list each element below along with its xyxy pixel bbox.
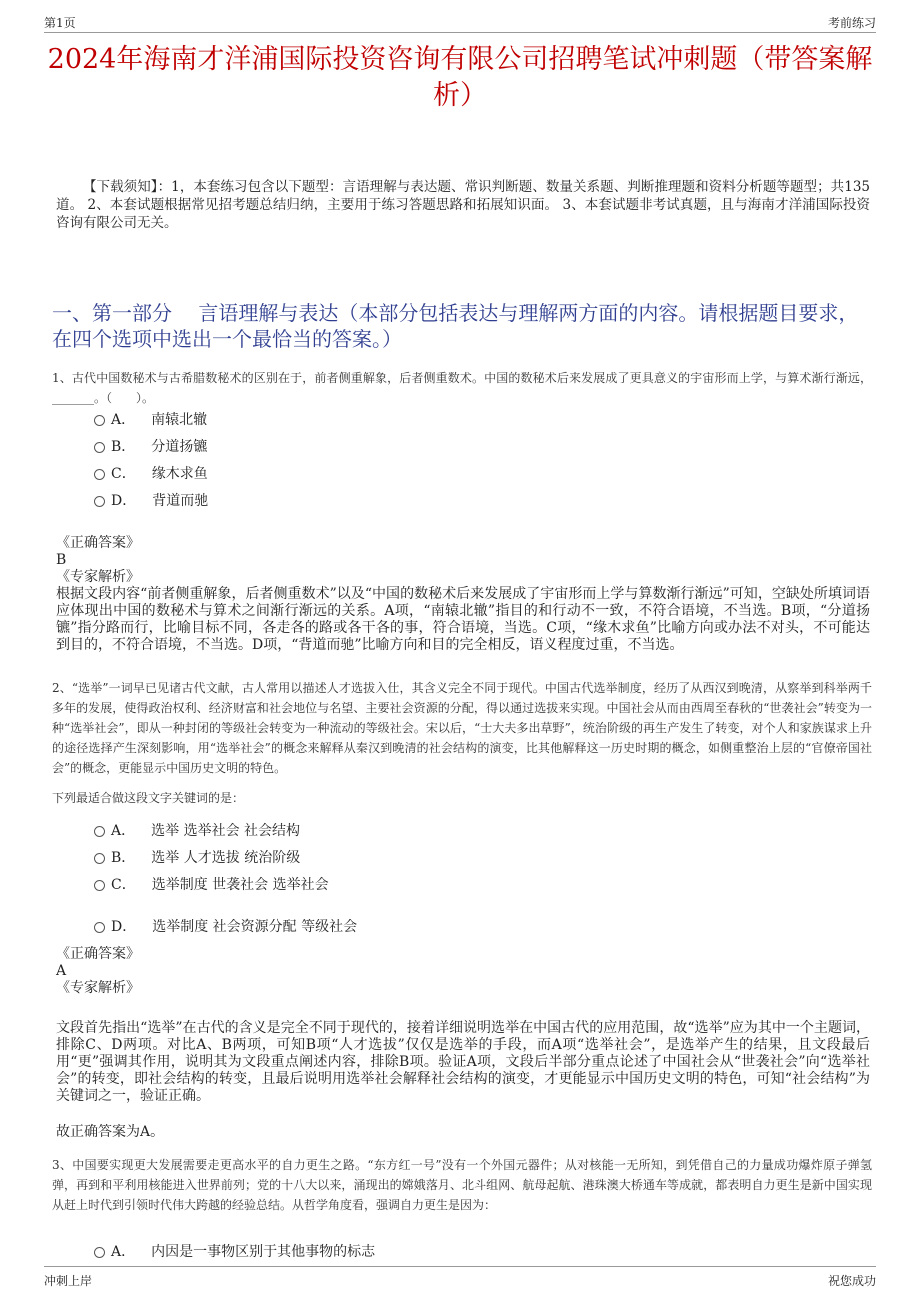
option-d[interactable]: D． 选举制度 社会资源分配 等级社会 (94, 917, 357, 944)
page-number: 第1页 (44, 16, 76, 30)
radio-icon[interactable] (94, 853, 105, 864)
question-1-answer-block (56, 535, 870, 654)
analysis-label: 《专家解析》 (56, 980, 140, 996)
option-c[interactable]: C． 选举制度 世袭社会 选举社会 (94, 875, 357, 917)
answer-value: A (56, 963, 67, 979)
download-notice: 【下载须知】：1，本套练习包含以下题型：言语理解与表达题、常识判断题、数量关系题、判断推理题和资料分析题等题型；共135道。 2、本套试题根据常见招考题总结归纳，主要用于练习答题思路和拓展知识面。 3、本套试题非考试真题，且与海南才洋浦国际投资咨询有限公司无关。 (56, 179, 870, 231)
question-2-options (94, 821, 357, 944)
radio-icon[interactable] (94, 415, 105, 426)
radio-icon[interactable] (94, 496, 105, 507)
answer-label: 《正确答案》 (56, 946, 140, 962)
radio-icon[interactable] (94, 880, 105, 891)
radio-icon[interactable] (94, 922, 105, 933)
radio-icon[interactable] (94, 826, 105, 837)
option-c[interactable]: C． 缘木求鱼 (94, 464, 208, 491)
question-3-stem: 3、中国要实现更大发展需要走更高水平的自力更生之路。“东方红一号”没有一个外国元器件；从对核能一无所知，到凭借自己的力量成功爆炸原子弹氢弹，再到和平利用核能进入世界前列；党的十八大以来，涌现出的嫦娥落月、北斗组网、航母起航、港珠澳大桥通车等成就，都表明自力更生是新中国实现从赶上时代到引领时代伟大跨越的经验总结。从哲学角度看，强调自力更生是因为： (52, 1158, 872, 1212)
header-tag: 考前练习 (827, 16, 876, 30)
question-2-prompt: 下列最适合做这段文字关键词的是： (52, 791, 245, 805)
analysis-text: 根据文段内容“前者侧重解象，后者侧重数术”以及“中国的数秘术后来发展成了宇宙形而上学与算数渐行渐远”可知，空缺处所填词语应体现出中国的数秘术与算术之间渐行渐远的关系。A项，“南辕北辙”指目的和行动不一致，不符合语境，不当选。B项，“分道扬镳”指分路而行，比喻目标不同，各走各的路或各干各的事，符合语境，当选。C项，“缘木求鱼”比喻方向或办法不对头，不可能达到目的，不符合语境，不当选。D项，“背道而驰”比喻方向和目的完全相反，语义程度过重，不当选。 (56, 586, 870, 653)
question-2-conclusion: 故正确答案为A。 (56, 1124, 165, 1140)
footer-left-text: 冲刺上岸 (44, 1274, 93, 1288)
option-a[interactable]: A． 选举 选举社会 社会结构 (94, 821, 357, 848)
footer-right-text: 祝您成功 (827, 1274, 876, 1288)
question-3-options (94, 1242, 375, 1262)
radio-icon[interactable] (94, 442, 105, 453)
analysis-label: 《专家解析》 (56, 569, 140, 585)
option-b[interactable]: B． 选举 人才选拔 统治阶级 (94, 848, 357, 875)
option-d[interactable]: D． 背道而驰 (94, 491, 208, 518)
question-2-stem: 2、“选举”一词早已见诸古代文献，古人常用以描述人才选拔入仕，其含义完全不同于现代。中国古代选举制度，经历了从西汉到晚清，从察举到科举两千多年的发展，使得政治权利、经济财富和社会地位与名望、主要社会资源的分配，得以通过选拔来实现。中国社会从而由西周至春秋的“世袭社会”转变为一种“选举社会”，即从一种封闭的等级社会转变为一种流动的等级社会。宋以后，“士大夫多出草野”，统治阶级的再生产发生了转变，对个人和家族谋求上升的途径选择产生深刻影响，用“选举社会”的概念来解释从秦汉到晚清的社会结构的演变，比其他解释这一历史时期的概念，如侧重整治上层的“官僚帝国社会”的概念，更能显示中国历史文明的特色。 (52, 681, 872, 775)
question-1-stem: 1、古代中国数秘术与古希腊数秘术的区别在于，前者侧重解象，后者侧重数术。中国的数秘术后来发展成了更具意义的宇宙形而上学，与算术渐行渐远，_______。（ ）。 (52, 371, 872, 405)
question-2-analysis-text: 文段首先指出“选举”在古代的含义是完全不同于现代的，接着详细说明选举在中国古代的应用范围，故“选举”应为其中一个主题词，排除C、D两项。对比A、B两项，可知B项“人才选拔”仅仅是选举的手段，而A项“选举社会”，是选举产生的结果，且文段最后用“更”强调其作用，说明其为文段重点阐述内容，排除B项。验证A项，文段后半部分重点论述了中国社会从“世袭社会”向“选举社会”的转变，即社会结构的转变，且最后说明用选举社会解释社会结构的演变，才更能显示中国历史文明的特色，可知“社会结构”为关键词之一，验证正确。 (56, 1020, 870, 1104)
answer-value: B (56, 552, 67, 568)
option-b[interactable]: B． 分道扬镳 (94, 437, 208, 464)
page-footer (44, 1266, 876, 1291)
answer-label: 《正确答案》 (56, 535, 140, 551)
option-a[interactable]: A． 内因是一事物区别于其他事物的标志 (94, 1242, 375, 1262)
question-1-options (94, 410, 208, 518)
page-header (44, 12, 876, 33)
section-title: 一、第一部分 言语理解与表达（本部分包括表达与理解两方面的内容。请根据题目要求，在四个选项中选出一个最恰当的答案。） (52, 301, 859, 351)
option-a[interactable]: A． 南辕北辙 (94, 410, 208, 437)
radio-icon[interactable] (94, 1247, 105, 1258)
question-2-answer-block (56, 946, 870, 997)
radio-icon[interactable] (94, 469, 105, 480)
document-title: 2024年海南才洋浦国际投资咨询有限公司招聘笔试冲刺题（带答案解析） (47, 44, 873, 111)
